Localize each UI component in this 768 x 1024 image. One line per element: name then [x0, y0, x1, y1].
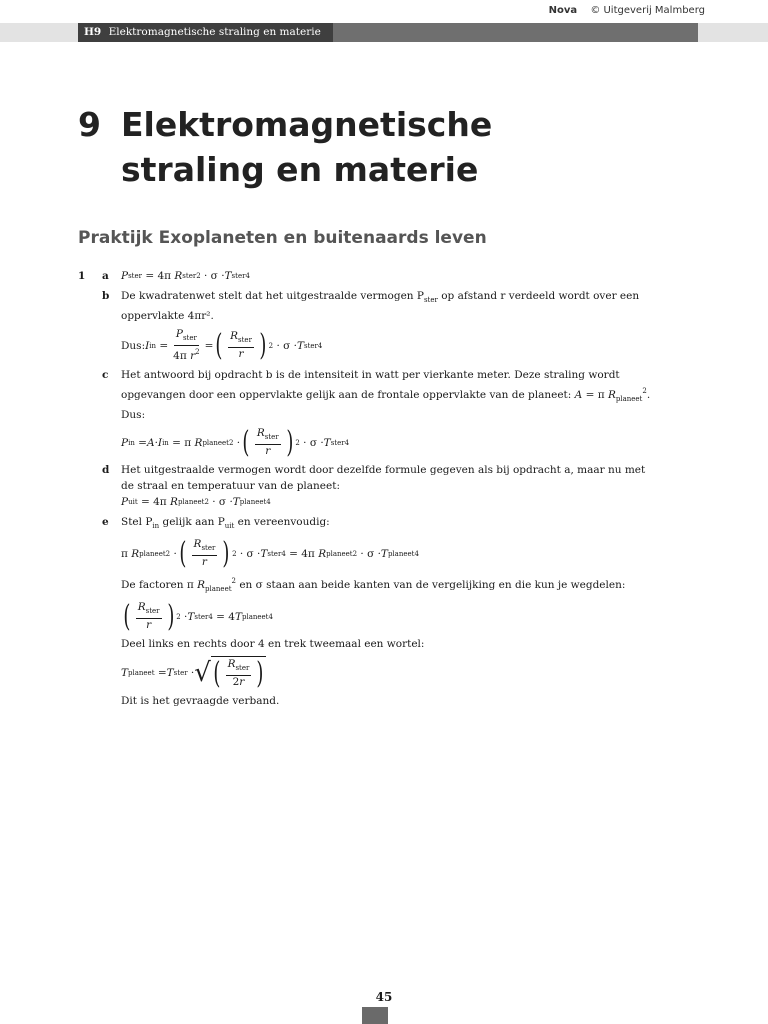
- text-line: Het antwoord bij opdracht b is de intensiteit in watt per vierkante meter. Deze straling wordt: [121, 369, 620, 381]
- formula-e3: T planeet = T ster · √ ( $\frac{R_{ster}}{2r}$ ): [121, 656, 638, 689]
- part-d: [78, 462, 646, 510]
- part-b: [78, 288, 638, 363]
- part-a: [78, 268, 638, 284]
- part-letter: b: [102, 290, 110, 302]
- part-e: [78, 514, 638, 709]
- section-title: Praktijk Exoplaneten en buitenaards leven: [78, 228, 487, 248]
- text-line: Dit is het gevraagde verband.: [121, 695, 280, 707]
- text-line: De kwadratenwet stelt dat het uitgestraalde vermogen $P_{ster}$ op afstand r verdeeld wordt over een: [121, 290, 640, 304]
- text-line: Het uitgestraalde vermogen wordt door dezelfde formule gegeven als bij opdracht a, maar nu met: [121, 464, 646, 476]
- chapter-title: [78, 102, 492, 192]
- text-line: Deel links en rechts door 4 en trek tweemaal een wortel:: [121, 638, 425, 650]
- part-letter: c: [102, 369, 109, 381]
- text-line: De factoren π $R_{planeet}^2$ en σ staan aan beide kanten van de vergelijking en die kun je wegdelen:: [121, 577, 626, 593]
- text-line: opgevangen door een oppervlakte gelijk aan de frontale oppervlakte van de planeet: A = π $R_{planeet}^2$.: [121, 387, 651, 403]
- question-number: 1: [78, 270, 86, 282]
- page-number: 45: [375, 990, 393, 1004]
- chapter-chip: [78, 23, 333, 42]
- part-letter: a: [102, 270, 109, 282]
- chapter-bar: [0, 23, 768, 42]
- chapter-number: 9: [78, 105, 101, 144]
- chapter-title-line2: straling en materie: [121, 150, 479, 189]
- top-header: [549, 5, 705, 16]
- part-letter: d: [102, 464, 110, 476]
- publisher-name: Nova: [548, 5, 578, 16]
- copyright-text: © Uitgeverij Malmberg: [590, 5, 705, 16]
- text-line: de straal en temperatuur van de planeet:: [121, 480, 340, 492]
- footer-marker: [362, 1007, 388, 1024]
- text-line: oppervlakte 4πr².: [121, 310, 214, 322]
- formula-d: P uit = 4π R planeet 2 · σ · T planeet 4: [121, 496, 271, 508]
- formula-a: P ster = 4π R ster 2 · σ · T ster 4: [121, 270, 250, 282]
- chapter-code: H9: [84, 26, 102, 38]
- text-line: Stel $P_{in}$ gelijk aan $P_{uit}$ en vereenvoudig:: [121, 516, 330, 530]
- formula-e2: ( $\frac{R_{ster}}{r}$ ) 2 · T ster 4 = 4 T planeet 4: [123, 598, 273, 634]
- answer-content: [78, 268, 651, 709]
- chapter-title-line1: Elektromagnetische: [121, 105, 493, 144]
- formula-c: P in = A · I in = π R planeet 2 · ( $\frac{R_{ster}}{r}$ ) 2 · σ · T ster 4: [121, 424, 350, 460]
- text-line: Dus:: [121, 409, 146, 421]
- formula-b: Dus: I in = $\frac{P_{ster}}{4\pi r^2}$ = ( $\frac{R_{ster}}{r}$ ) 2 · σ · T ster 4: [121, 327, 323, 363]
- part-c: [78, 367, 651, 460]
- chapter-short-title: Elektromagnetische straling en materie: [108, 26, 321, 38]
- part-letter: e: [102, 516, 109, 528]
- formula-e1: π R planeet 2 · ( $\frac{R_{ster}}{r}$ ) 2 · σ · T ster 4 = 4π R planeet 2 · σ · T planeet 4: [121, 535, 419, 571]
